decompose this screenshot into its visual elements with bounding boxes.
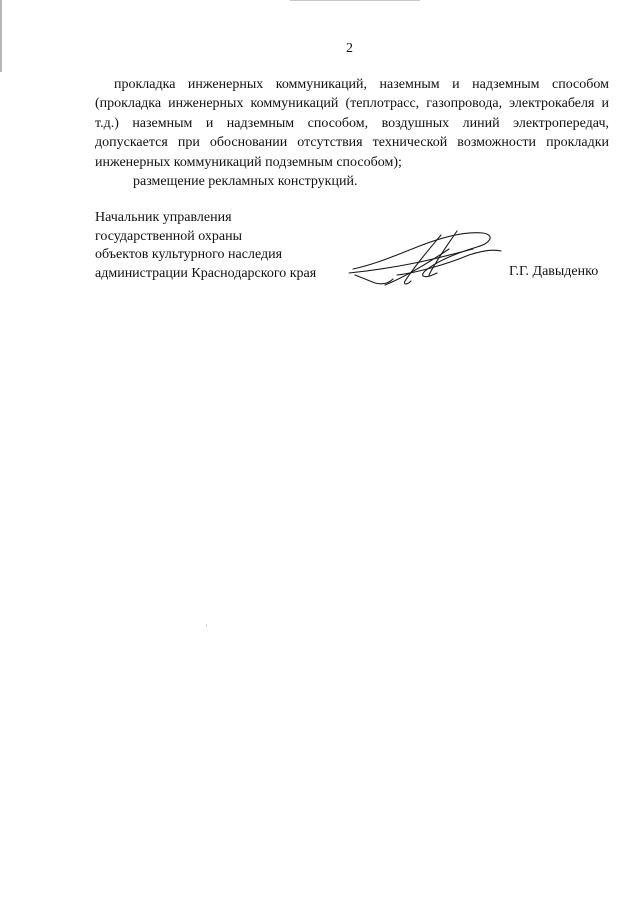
signatory-position-line-2: государственной охраны	[95, 228, 243, 244]
signatory-position-line-3: объектов культурного наследия	[95, 247, 283, 262]
scan-speck	[206, 624, 207, 627]
signatory-position-line-1: Начальник управления	[95, 210, 232, 225]
scan-edge-top	[290, 0, 420, 1]
scan-edge-left	[0, 0, 2, 72]
signatory-position	[95, 209, 316, 283]
paragraph-utility-laying: прокладка инженерных коммуникаций, наземным и надземным способом (прокладка инженерных коммуникаций (теплотрасс, газопровода, электрокабеля и т.д.) наземным и надземным способом, воздушных линий электропередач, допускается при обосновании отсутствия технической возможности прокладки инженерных коммуникаций подземным способом);	[95, 77, 609, 170]
paragraph-advertising: размещение рекламных конструкций.	[133, 174, 358, 190]
document-body	[95, 75, 609, 191]
signatory-position-line-4: администрации Краснодарского края	[95, 265, 317, 281]
page-number: 2	[346, 41, 353, 56]
handwritten-signature	[345, 225, 505, 289]
signatory-name: Г.Г. Давыденко	[509, 264, 599, 279]
